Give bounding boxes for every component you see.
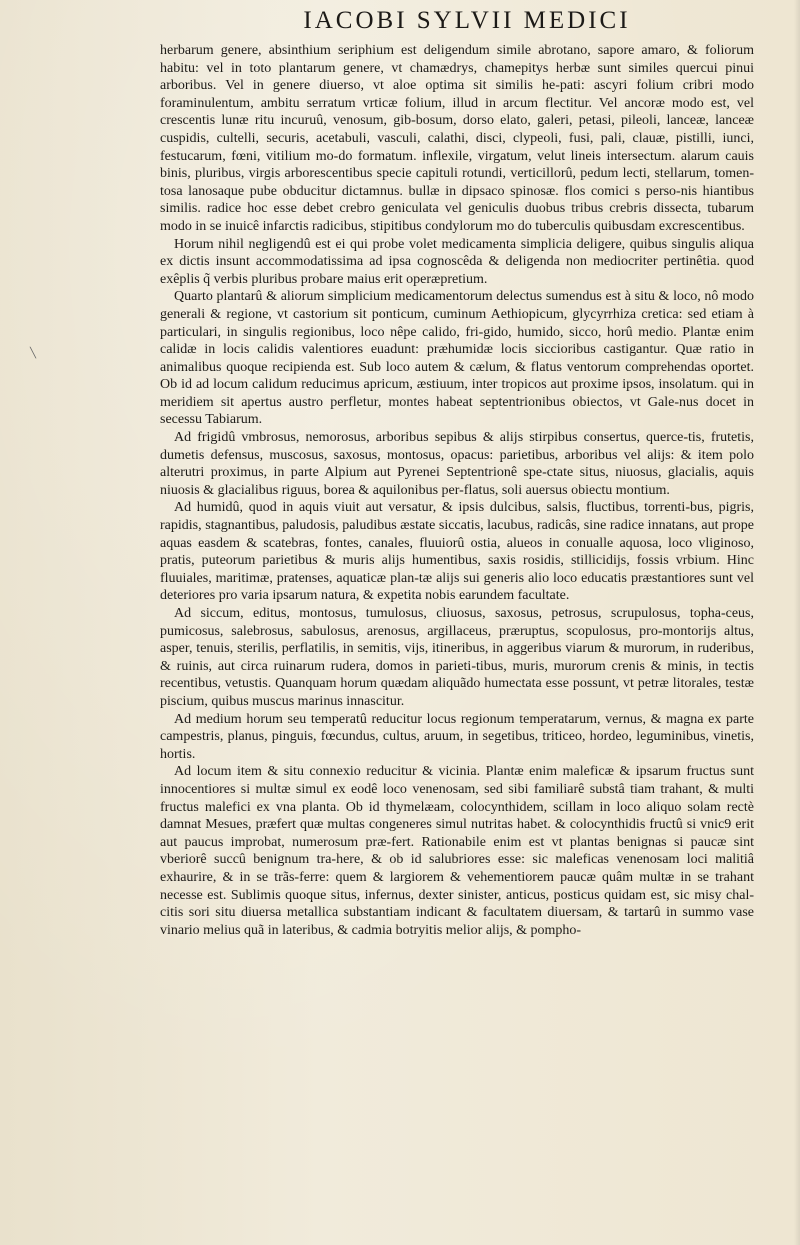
body-text — [160, 42, 754, 939]
paragraph-2: Horum nihil negligendû est ei qui probe volet medicamenta simplicia deligere, quibus singulis aliqua ex dictis insunt accommodatissima ad ipsa cognoscêda & deligenda non mediocriter pertinêtia. quod exêplis q̃ verbis pluribus probare maius erit operæpretium. — [160, 236, 754, 287]
paragraph-4: Ad frigidû vmbrosus, nemorosus, arboribus sepibus & alijs stirpibus consertus, querce-tis, frutetis, dumetis defensus, muscosus, saxosus, montosus, opacus: parietibus, arboribus vel alijs: & item polo alterutri proximus, in parte Alpium aut Pyrenei Septentrionê spe-ctate situs, niuosus, glacialis, aquis niuosis & glacialibus riguus, borea & aquilonibus per-flatus, soli auersus obiectu montium. — [160, 430, 754, 498]
paragraph-7: Ad medium horum seu temperatû reducitur locus regionum temperatarum, vernus, & magna ex parte campestris, planus, pinguis, fœcundus, cultus, aruum, in segetibus, triticeo, hordeo, leguminibus, vinetis, hortis. — [160, 711, 754, 762]
paragraph-5: Ad humidû, quod in aquis viuit aut versatur, & ipsis dulcibus, salsis, fluctibus, torrenti-bus, pigris, rapidis, stagnantibus, paludosis, paludibus æstate siccatis, lacubus, radicâs, sine radice innatans, aut prope aquas easdem & scatebras, fontes, canales, fluuiorû ostia, alueos in conualle aquosa, loco vliginoso, pratis, puteorum parietibus & muris alijs humentibus, saxis rosidis, stillicidijs, fossis vrbium. Hinc fluuiales, maritimæ, pratenses, aquaticæ plan-tæ alijs sui generis alio loco educatis præstantiores sunt vel deteriores pro varia ipsarum natura, & expetita nobis earundem facultate. — [160, 500, 754, 604]
running-head: IACOBI SYLVII MEDICI — [303, 7, 631, 34]
paragraph-1: herbarum genere, absinthium seriphium est deligendum simile abrotano, sapore amaro, & foliorum habitu: vel in toto plantarum genere, vt chamædrys, chamepitys herbæ sunt similes quercui pinui arboribus. Vel in genere diuerso, vt aloe optima sit similis he-pati: ascyri folium cribri modo foraminulentum, ambitu serratum vrticæ folium, illud in arcum flectitur. Vel ancoræ modo est, vel crescentis lunæ ritu incuruû, venosum, gib-bosum, dorso elato, galeri, petasi, pileoli, lanceæ, lanceæ cuspidis, cultelli, securis, acetabuli, vasculi, calathi, disci, clypeoli, fusi, pali, clauæ, pistilli, iunci, festucarum, fœni, vitilium mo-do formatum. inflexile, virgatum, velut lineis intersectum. alarum cauis binis, pluribus, virgis arborescentibus specie capituli rotundi, verticillorû, pedum lecti, stellarum, tomen-tosa lanosaque pube obducitur dictamnus. bullæ in dipsaco spinosæ. flos comici s perso-nis hiantibus similis. radice hoc esse debet crebro geniculata vel geniculis duobus tribus crebris dissecta, tubarum modo in se inuicê infarctis radicibus, stipitibus condylorum mo do tuberculis quibusdam excrescentibus. — [160, 43, 754, 234]
margin-mark: ╲ — [30, 348, 37, 359]
paragraph-3: Quarto plantarû & aliorum simplicium medicamentorum delectus sumendus est à situ & loco, nô modo generali & regione, vt castorium sit ponticum, cuminum Aethiopicum, glycyrrhiza cretica: sed etiam à particulari, in singulis regionibus, loco nêpe calido, fri-gido, humido, sicco, horû medio. Plantæ enim calidæ in locis calidis valentiores euadunt: præhumidæ locis siccioribus castigantur. Quæ ratio in animalibus quoque recipienda est. Sub loco autem & cælum, & flatus ventorum comprehendas oportet. Ob id ad locum calidum reducimus apricum, æstiuum, inter tropicos aut proxime ipsos, insolatum. qui in meridiem sit apertus austro perfletur, montes habeat septentrionibus obiectos, vt Gale-nus docet in secessu Tabiarum. — [160, 289, 754, 428]
page-edge-shadow — [794, 0, 800, 1245]
paragraph-6: Ad siccum, editus, montosus, tumulosus, cliuosus, saxosus, petrosus, scrupulosus, topha-ceus, pumicosus, salebrosus, sabulosus, arenosus, argillaceus, præruptus, scopulosus, pro-montorijs altus, asper, tenuis, sterilis, perflatilis, in semitis, vijs, itineribus, in aggeribus viarum & murorum, in ruderibus, & ruinis, aut circa ruinarum rudera, domos in parieti-tibus, muris, murorum crenis & minis, in tectis recentibus, vetustis. Quanquam horum quædam aliquãdo humectata esse possunt, vt petræ litorales, testæ piscium, quibus muscus marinus innascitur. — [160, 606, 754, 709]
paragraph-8: Ad locum item & situ connexio reducitur & vicinia. Plantæ enim maleficæ & ipsarum fructus sunt innocentiores si multæ simul ex eodê loco venenosam, sed sibi familiarê substâ tiam trahant, & multi fructus malefici ex vna planta. Ob id thymelæam, colocynthidem, scillam in loco aliquo solam rectè damnat Mesues, præfert quæ multas congeneres simul nutritas habet. & colocynthidis fructû si vnic9 erit aut paucus improbat, numerosum præ-fert. Rationabile enim est vt plantas benignas si paucæ sint vberiorê succû benignum tra-here, & ob id salubriores esse: sic maleficas venenosam loci malitiâ exhaurire, & in se trãs-ferre: quem & largiorem & vehementiorem paucæ quâm multæ in se trahant necesse est. Sublimis quoque situs, infernus, dexter sinister, anticus, posticus quidam est, sic misy chal-citis sori situ diuersa metallica substantiam indicant & facultatem diuersam, & tartarû in summo vase vinario melius quã in lateribus, & cadmia botryitis melior alijs, & pompho- — [160, 764, 754, 938]
